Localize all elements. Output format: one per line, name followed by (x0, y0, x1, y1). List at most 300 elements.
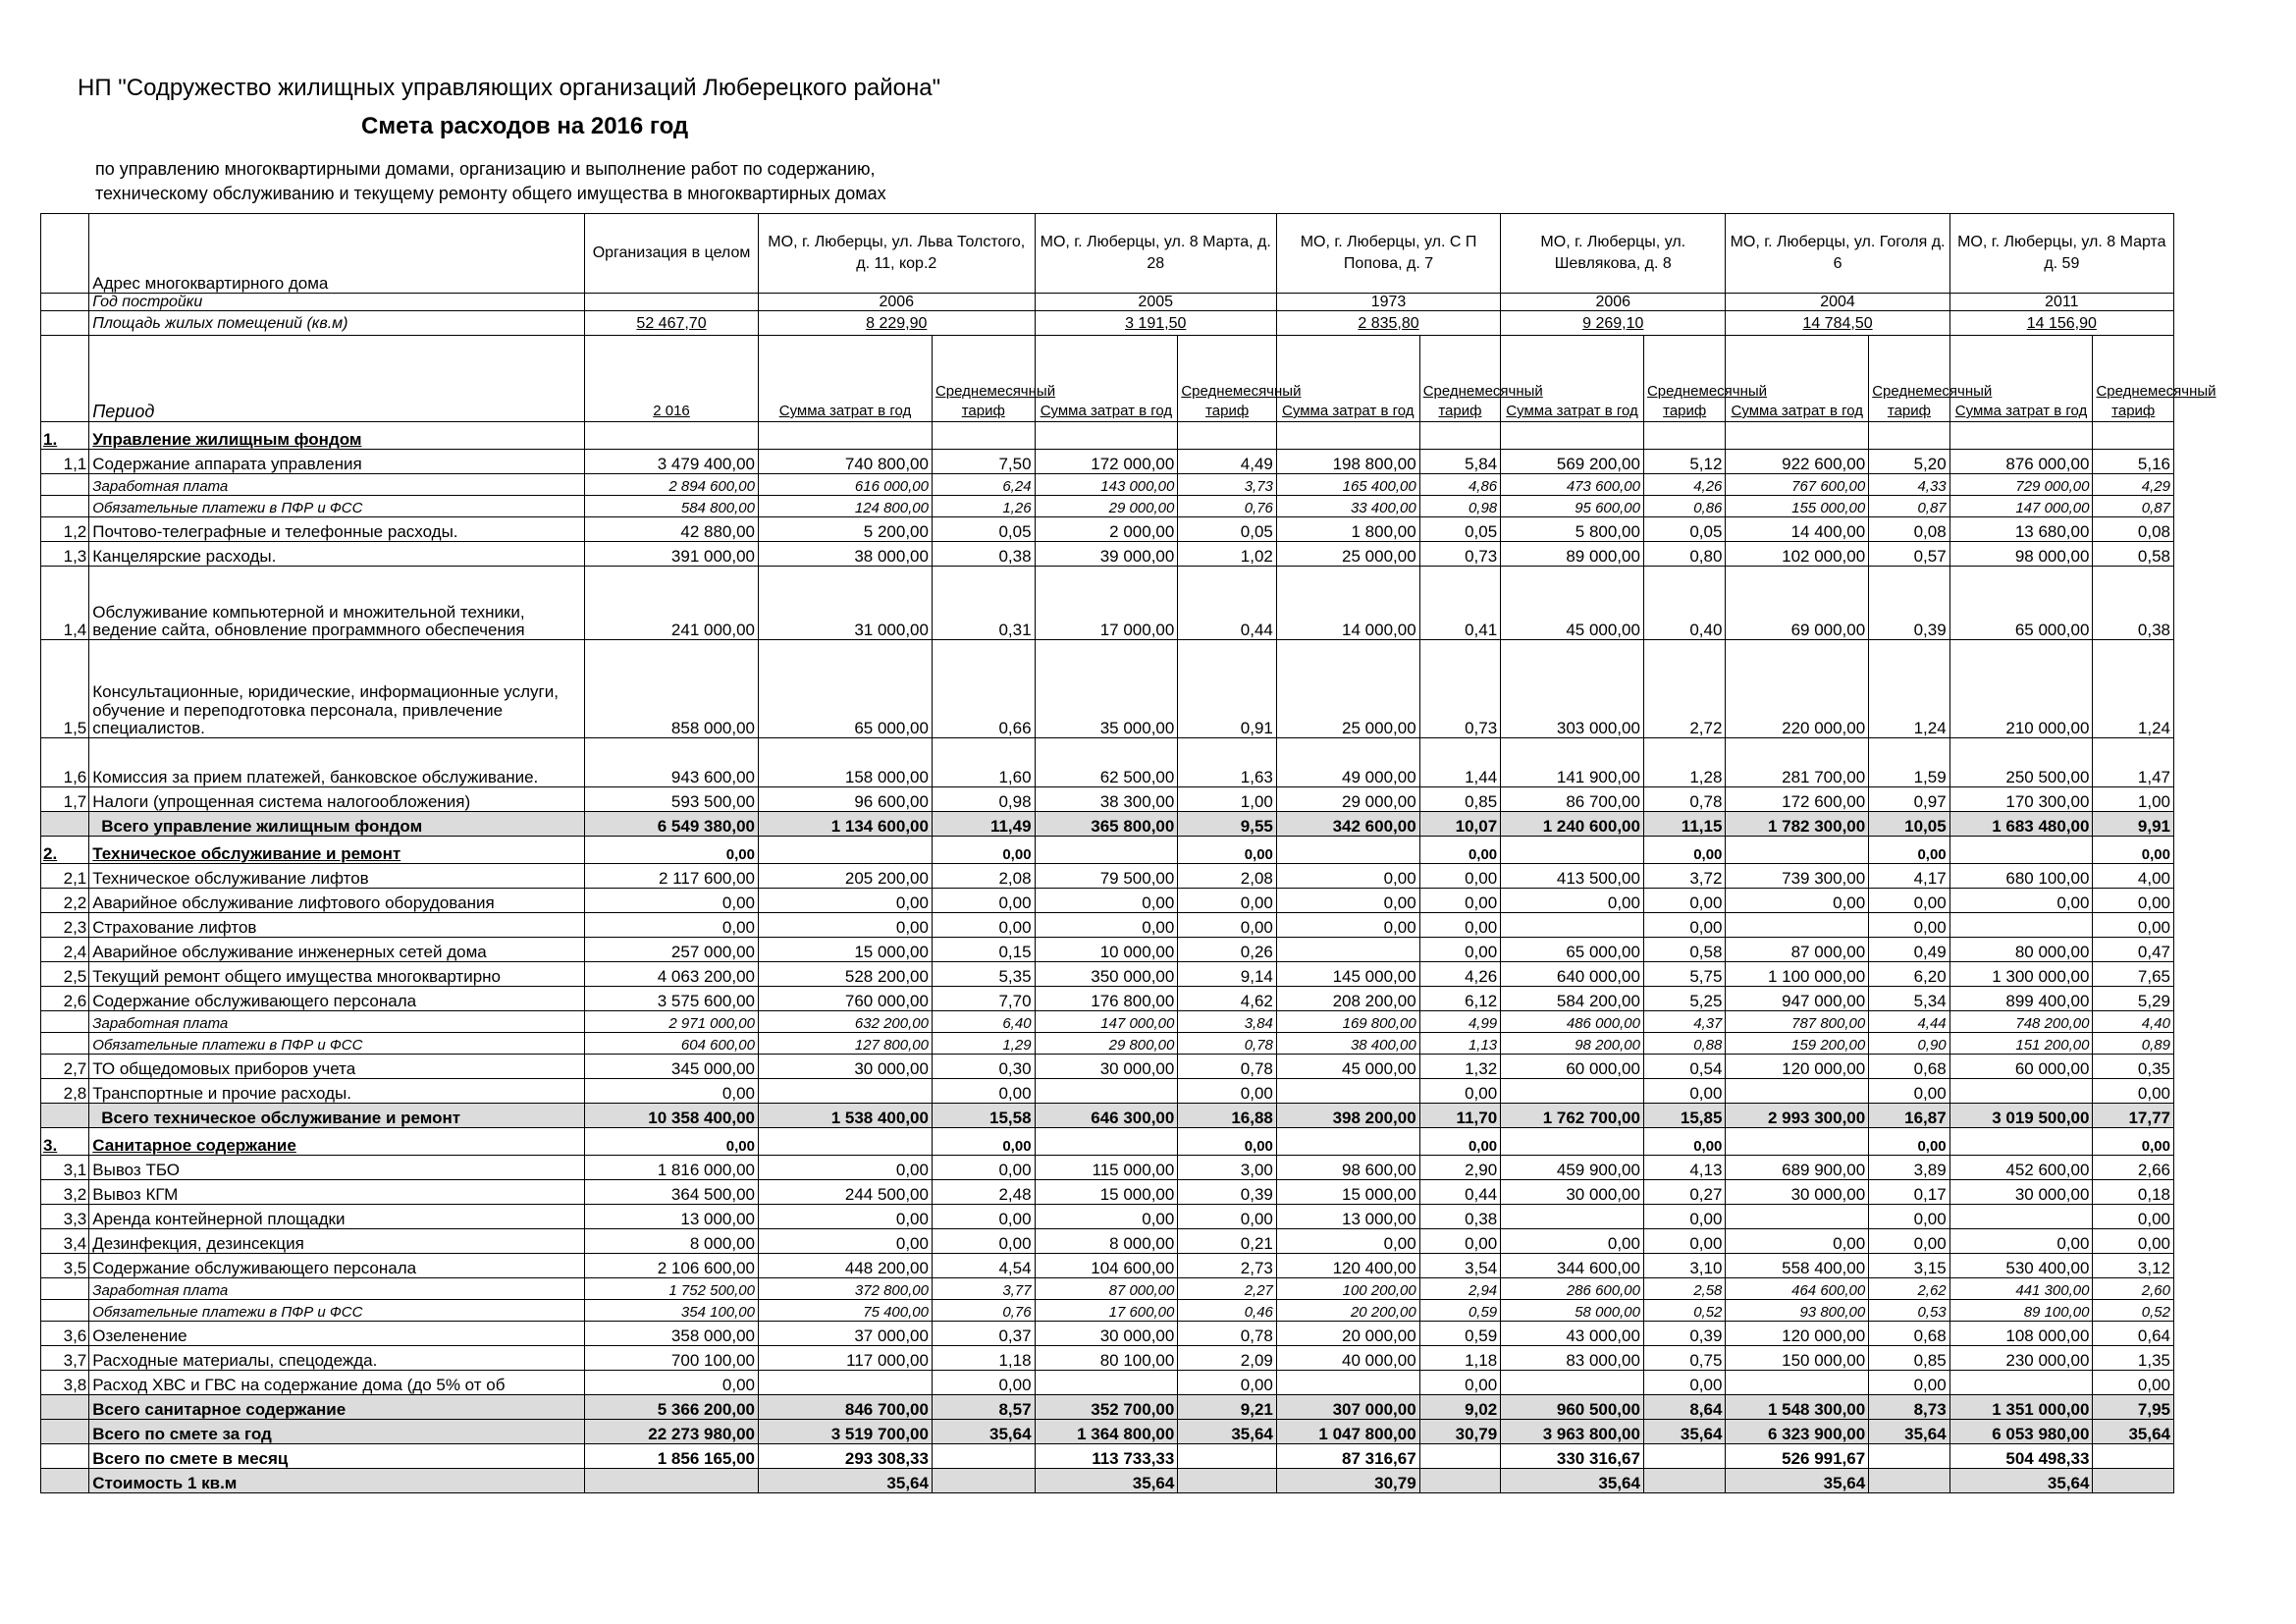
house-2-tariff-header: Среднемесячный тариф (1178, 336, 1277, 422)
row-label: Техническое обслуживание лифтов (89, 864, 585, 889)
monthly-tariff-value: 2,08 (1178, 864, 1277, 889)
document-subtitle-line-2: техническому обслуживанию и текущему ремонту общего имущества в многоквартирных домах (95, 184, 886, 203)
annual-sum-value: 1 240 600,00 (1501, 812, 1644, 837)
monthly-tariff-value: 4,99 (1419, 1011, 1500, 1033)
row-number: 1,7 (41, 787, 89, 812)
monthly-tariff-value: 2,58 (1643, 1278, 1725, 1300)
monthly-tariff-value: 0,64 (2093, 1322, 2174, 1346)
annual-sum-value: 40 000,00 (1276, 1346, 1419, 1371)
total-row (41, 1104, 2174, 1128)
annual-sum-value: 0,00 (1501, 889, 1644, 913)
monthly-tariff-value: 0,91 (1178, 640, 1277, 738)
monthly-tariff-value: 0,08 (2093, 517, 2174, 542)
annual-sum-value: 0,00 (1035, 913, 1178, 938)
annual-sum-value (1726, 837, 1869, 864)
annual-sum-value: 87 316,67 (1276, 1444, 1419, 1469)
monthly-tariff-value: 0,00 (2093, 889, 2174, 913)
monthly-tariff-value (1869, 1444, 1949, 1469)
annual-sum-value: 372 800,00 (759, 1278, 933, 1300)
annual-sum-value: 5 200,00 (759, 517, 933, 542)
monthly-tariff-value: 1,47 (2093, 738, 2174, 787)
annual-sum-value: 35,64 (1949, 1469, 2093, 1493)
org-total-value: 8 000,00 (585, 1229, 759, 1254)
row-label: Вывоз ТБО (89, 1156, 585, 1180)
org-total-value: 364 500,00 (585, 1180, 759, 1205)
annual-sum-value: 6 323 900,00 (1726, 1420, 1869, 1444)
annual-sum-value (1276, 1128, 1419, 1156)
monthly-tariff-value: 0,00 (1419, 1079, 1500, 1104)
row-label: Расход ХВС и ГВС на содержание дома (до 5% от об (89, 1371, 585, 1395)
monthly-tariff-value: 0,00 (2093, 913, 2174, 938)
annual-sum-value: 646 300,00 (1035, 1104, 1178, 1128)
annual-sum-value: 530 400,00 (1949, 1254, 2093, 1278)
annual-sum-value: 35,64 (1501, 1469, 1644, 1493)
monthly-tariff-value: 0,30 (932, 1055, 1035, 1079)
monthly-tariff-value: 0,73 (1419, 640, 1500, 738)
monthly-tariff-value: 7,95 (2093, 1395, 2174, 1420)
table-row (41, 1346, 2174, 1371)
row-number: 3,3 (41, 1205, 89, 1229)
annual-sum-value: 899 400,00 (1949, 987, 2093, 1011)
monthly-tariff-value: 0,00 (1643, 837, 1725, 864)
annual-sum-value: 5 800,00 (1501, 517, 1644, 542)
annual-sum-value: 8 000,00 (1035, 1229, 1178, 1254)
annual-sum-value (759, 1128, 933, 1156)
row-label: Всего управление жилищным фондом (89, 812, 585, 837)
annual-sum-value: 30 000,00 (1726, 1180, 1869, 1205)
annual-sum-value: 0,00 (1276, 864, 1419, 889)
area-row (41, 311, 2174, 336)
annual-sum-value (1276, 837, 1419, 864)
monthly-tariff-value: 1,35 (2093, 1346, 2174, 1371)
monthly-tariff-value: 3,54 (1419, 1254, 1500, 1278)
monthly-tariff-value: 0,05 (932, 517, 1035, 542)
monthly-tariff-value: 0,58 (1643, 938, 1725, 962)
table-row (41, 1033, 2174, 1055)
annual-sum-value: 38 400,00 (1276, 1033, 1419, 1055)
org-total-value: 0,00 (585, 889, 759, 913)
monthly-tariff-value: 0,00 (2093, 1079, 2174, 1104)
monthly-tariff-value: 4,26 (1643, 474, 1725, 496)
annual-sum-value: 14 000,00 (1276, 567, 1419, 640)
annual-sum-value (1949, 1079, 2093, 1104)
monthly-tariff-value: 4,13 (1643, 1156, 1725, 1180)
monthly-tariff-value: 35,64 (1178, 1420, 1277, 1444)
annual-sum-value: 20 000,00 (1276, 1322, 1419, 1346)
monthly-tariff-value: 0,66 (932, 640, 1035, 738)
house-6-area: 14 156,90 (1949, 311, 2173, 336)
monthly-tariff-value: 6,12 (1419, 987, 1500, 1011)
annual-sum-value: 584 200,00 (1501, 987, 1644, 1011)
annual-sum-value: 176 800,00 (1035, 987, 1178, 1011)
annual-sum-value: 1 300 000,00 (1949, 962, 2093, 987)
monthly-tariff-value: 0,39 (1178, 1180, 1277, 1205)
row-label: Налоги (упрощенная система налогообложения) (89, 787, 585, 812)
monthly-tariff-value: 8,57 (932, 1395, 1035, 1420)
annual-sum-value: 83 000,00 (1501, 1346, 1644, 1371)
org-total-value: 3 479 400,00 (585, 450, 759, 474)
monthly-tariff-value: 0,00 (932, 837, 1035, 864)
table-row (41, 1444, 2174, 1469)
org-total-value: 2 971 000,00 (585, 1011, 759, 1033)
monthly-tariff-value: 0,00 (2093, 1128, 2174, 1156)
annual-sum-value: 35,64 (759, 1469, 933, 1493)
annual-sum-value (1276, 1371, 1419, 1395)
annual-sum-value: 30,79 (1276, 1469, 1419, 1493)
monthly-tariff-value: 5,34 (1869, 987, 1949, 1011)
monthly-tariff-value: 0,00 (1643, 1128, 1725, 1156)
annual-sum-value: 729 000,00 (1949, 474, 2093, 496)
row-number-cell (41, 294, 89, 311)
annual-sum-value: 344 600,00 (1501, 1254, 1644, 1278)
row-number: 1,3 (41, 542, 89, 567)
row-number: 2,2 (41, 889, 89, 913)
monthly-tariff-value: 4,00 (2093, 864, 2174, 889)
row-number (41, 1033, 89, 1055)
monthly-tariff-value: 0,00 (1419, 913, 1500, 938)
row-label: Вывоз КГМ (89, 1180, 585, 1205)
row-label: Транспортные и прочие расходы. (89, 1079, 585, 1104)
row-number (41, 1444, 89, 1469)
annual-sum-value: 330 316,67 (1501, 1444, 1644, 1469)
monthly-tariff-value (932, 1469, 1035, 1493)
monthly-tariff-value: 0,00 (2093, 1371, 2174, 1395)
monthly-tariff-value: 7,70 (932, 987, 1035, 1011)
monthly-tariff-value: 5,25 (1643, 987, 1725, 1011)
monthly-tariff-value: 5,20 (1869, 450, 1949, 474)
annual-sum-value: 124 800,00 (759, 496, 933, 517)
monthly-tariff-value: 1,02 (1178, 542, 1277, 567)
monthly-tariff-value: 0,17 (1869, 1180, 1949, 1205)
annual-sum-value: 210 000,00 (1949, 640, 2093, 738)
monthly-tariff-value: 0,78 (1178, 1055, 1277, 1079)
monthly-tariff-value: 0,39 (1643, 1322, 1725, 1346)
annual-sum-value: 145 000,00 (1276, 962, 1419, 987)
annual-sum-value: 220 000,00 (1726, 640, 1869, 738)
annual-sum-value: 876 000,00 (1949, 450, 2093, 474)
row-label: Обязательные платежи в ПФР и ФСС (89, 1300, 585, 1322)
annual-sum-value: 120 400,00 (1276, 1254, 1419, 1278)
monthly-tariff-value: 0,00 (932, 1128, 1035, 1156)
org-total-value: 593 500,00 (585, 787, 759, 812)
monthly-tariff-value: 11,49 (932, 812, 1035, 837)
table-row (41, 1322, 2174, 1346)
row-label: Всего по смете в месяц (89, 1444, 585, 1469)
row-number: 3,7 (41, 1346, 89, 1371)
row-label (89, 1128, 585, 1156)
annual-sum-value: 115 000,00 (1035, 1156, 1178, 1180)
annual-sum-value: 6 053 980,00 (1949, 1420, 2093, 1444)
monthly-tariff-value: 0,80 (1643, 542, 1725, 567)
monthly-tariff-value: 3,84 (1178, 1011, 1277, 1033)
annual-sum-value: 29 000,00 (1276, 787, 1419, 812)
monthly-tariff-value: 0,68 (1869, 1055, 1949, 1079)
annual-sum-value: 1 538 400,00 (759, 1104, 933, 1128)
row-label: Всего по смете за год (89, 1420, 585, 1444)
annual-sum-value (1276, 938, 1419, 962)
annual-sum-value: 208 200,00 (1276, 987, 1419, 1011)
annual-sum-value: 30 000,00 (1501, 1180, 1644, 1205)
monthly-tariff-value: 0,00 (932, 1371, 1035, 1395)
annual-sum-value: 558 400,00 (1726, 1254, 1869, 1278)
org-total-value: 700 100,00 (585, 1346, 759, 1371)
monthly-tariff-value: 9,02 (1419, 1395, 1500, 1420)
row-number: 2,5 (41, 962, 89, 987)
year-label: Год постройки (89, 294, 585, 311)
monthly-tariff-value (1869, 1469, 1949, 1493)
annual-sum-value: 398 200,00 (1276, 1104, 1419, 1128)
monthly-tariff-value: 3,77 (932, 1278, 1035, 1300)
monthly-tariff-value: 0,00 (1178, 1205, 1277, 1229)
row-label: Содержание обслуживающего персонала (89, 1254, 585, 1278)
annual-sum-value (1726, 1371, 1869, 1395)
monthly-tariff-value: 0,38 (2093, 567, 2174, 640)
monthly-tariff-value: 0,00 (1643, 1371, 1725, 1395)
monthly-tariff-value: 35,64 (932, 1420, 1035, 1444)
monthly-tariff-value (1178, 1469, 1277, 1493)
monthly-tariff-value: 9,55 (1178, 812, 1277, 837)
house-6-year: 2011 (1949, 294, 2173, 311)
section-row (41, 837, 2174, 864)
annual-sum-value: 486 000,00 (1501, 1011, 1644, 1033)
annual-sum-value (1949, 837, 2093, 864)
budget-rows (41, 422, 2174, 1493)
row-number (41, 474, 89, 496)
house-2-address: МО, г. Люберцы, ул. 8 Марта, д. 28 (1035, 214, 1276, 294)
monthly-tariff-value: 0,00 (932, 889, 1035, 913)
table-row (41, 542, 2174, 567)
monthly-tariff-value: 0,78 (1178, 1322, 1277, 1346)
annual-sum-value: 365 800,00 (1035, 812, 1178, 837)
monthly-tariff-value: 4,33 (1869, 474, 1949, 496)
table-row (41, 1205, 2174, 1229)
annual-sum-value (759, 422, 933, 450)
annual-sum-value (759, 1371, 933, 1395)
monthly-tariff-value: 2,94 (1419, 1278, 1500, 1300)
org-total-value: 0,00 (585, 1128, 759, 1156)
annual-sum-value: 102 000,00 (1726, 542, 1869, 567)
org-total-value: 5 366 200,00 (585, 1395, 759, 1420)
monthly-tariff-value: 0,40 (1643, 567, 1725, 640)
row-label: Канцелярские расходы. (89, 542, 585, 567)
org-year-cell (585, 294, 759, 311)
monthly-tariff-value: 0,37 (932, 1322, 1035, 1346)
org-total-value: 0,00 (585, 837, 759, 864)
annual-sum-value: 0,00 (1035, 1205, 1178, 1229)
annual-sum-value (1501, 1205, 1644, 1229)
house-3-sum-header: Сумма затрат в год (1276, 336, 1419, 422)
section-title: Санитарное содержание (92, 1135, 296, 1155)
monthly-tariff-value (1643, 1444, 1725, 1469)
annual-sum-value: 10 000,00 (1035, 938, 1178, 962)
monthly-tariff-value: 0,26 (1178, 938, 1277, 962)
monthly-tariff-value: 0,76 (932, 1300, 1035, 1322)
table-row (41, 1300, 2174, 1322)
monthly-tariff-value: 2,09 (1178, 1346, 1277, 1371)
monthly-tariff-value (1419, 1469, 1500, 1493)
annual-sum-value: 960 500,00 (1501, 1395, 1644, 1420)
annual-sum-value: 616 000,00 (759, 474, 933, 496)
house-1-year: 2006 (759, 294, 1036, 311)
annual-sum-value: 464 600,00 (1726, 1278, 1869, 1300)
monthly-tariff-value: 4,40 (2093, 1011, 2174, 1033)
annual-sum-value: 2 993 300,00 (1726, 1104, 1869, 1128)
monthly-tariff-value: 0,78 (1643, 787, 1725, 812)
annual-sum-value (1035, 837, 1178, 864)
annual-sum-value: 39 000,00 (1035, 542, 1178, 567)
annual-sum-value: 632 200,00 (759, 1011, 933, 1033)
annual-sum-value: 1 782 300,00 (1726, 812, 1869, 837)
monthly-tariff-value: 0,00 (1643, 1079, 1725, 1104)
monthly-tariff-value: 1,63 (1178, 738, 1277, 787)
monthly-tariff-value: 0,00 (1419, 864, 1500, 889)
row-label: Текущий ремонт общего имущества многоквартирно (89, 962, 585, 987)
annual-sum-value: 35,64 (1726, 1469, 1869, 1493)
monthly-tariff-value: 5,16 (2093, 450, 2174, 474)
annual-sum-value: 143 000,00 (1035, 474, 1178, 496)
monthly-tariff-value: 0,75 (1643, 1346, 1725, 1371)
annual-sum-value (1501, 1079, 1644, 1104)
annual-sum-value: 0,00 (1276, 913, 1419, 938)
monthly-tariff-value: 11,15 (1643, 812, 1725, 837)
annual-sum-value (1949, 913, 2093, 938)
house-2-sum-header: Сумма затрат в год (1035, 336, 1178, 422)
annual-sum-value: 30 000,00 (1035, 1322, 1178, 1346)
table-row (41, 938, 2174, 962)
monthly-tariff-value: 0,88 (1643, 1033, 1725, 1055)
row-number: 2,6 (41, 987, 89, 1011)
annual-sum-value: 79 500,00 (1035, 864, 1178, 889)
annual-sum-value: 947 000,00 (1726, 987, 1869, 1011)
annual-sum-value (1949, 1371, 2093, 1395)
row-label: Обязательные платежи в ПФР и ФСС (89, 496, 585, 517)
monthly-tariff-value: 0,00 (1643, 889, 1725, 913)
monthly-tariff-value: 0,38 (1419, 1205, 1500, 1229)
monthly-tariff-value: 0,00 (1419, 837, 1500, 864)
org-total-value: 6 549 380,00 (585, 812, 759, 837)
annual-sum-value: 155 000,00 (1726, 496, 1869, 517)
monthly-tariff-value: 0,00 (932, 1079, 1035, 1104)
section-title: Техническое обслуживание и ремонт (92, 843, 401, 863)
house-5-tariff-header: Среднемесячный тариф (1869, 336, 1949, 422)
monthly-tariff-value: 0,00 (932, 1205, 1035, 1229)
monthly-tariff-value: 0,00 (2093, 1229, 2174, 1254)
monthly-tariff-value: 0,00 (1643, 1205, 1725, 1229)
monthly-tariff-value: 0,98 (932, 787, 1035, 812)
annual-sum-value: 62 500,00 (1035, 738, 1178, 787)
monthly-tariff-value (1643, 1469, 1725, 1493)
org-total-value: 1 856 165,00 (585, 1444, 759, 1469)
monthly-tariff-value: 3,89 (1869, 1156, 1949, 1180)
table-row (41, 450, 2174, 474)
annual-sum-value (1035, 422, 1178, 450)
house-1-tariff-header: Среднемесячный тариф (932, 336, 1035, 422)
house-6-tariff-header: Среднемесячный тариф (2093, 336, 2174, 422)
monthly-tariff-value: 35,64 (1643, 1420, 1725, 1444)
annual-sum-value (1501, 1128, 1644, 1156)
monthly-tariff-value: 1,60 (932, 738, 1035, 787)
row-label: Аварийное обслуживание инженерных сетей дома (89, 938, 585, 962)
annual-sum-value: 147 000,00 (1949, 496, 2093, 517)
annual-sum-value: 60 000,00 (1501, 1055, 1644, 1079)
org-total-value: 584 800,00 (585, 496, 759, 517)
row-label: Обязательные платежи в ПФР и ФСС (89, 1033, 585, 1055)
year-row (41, 294, 2174, 311)
table-row (41, 962, 2174, 987)
annual-sum-value: 1 047 800,00 (1276, 1420, 1419, 1444)
house-6-sum-header: Сумма затрат в год (1949, 336, 2093, 422)
annual-sum-value: 0,00 (759, 1229, 933, 1254)
annual-sum-value: 13 000,00 (1276, 1205, 1419, 1229)
monthly-tariff-value: 6,20 (1869, 962, 1949, 987)
total-row (41, 812, 2174, 837)
annual-sum-value: 35,64 (1035, 1469, 1178, 1493)
monthly-tariff-value: 1,32 (1419, 1055, 1500, 1079)
annual-sum-value: 1 683 480,00 (1949, 812, 2093, 837)
monthly-tariff-value: 0,68 (1869, 1322, 1949, 1346)
row-number (41, 1469, 89, 1493)
annual-sum-value: 172 000,00 (1035, 450, 1178, 474)
row-number: 1,2 (41, 517, 89, 542)
annual-sum-value: 75 400,00 (759, 1300, 933, 1322)
monthly-tariff-value: 0,44 (1178, 567, 1277, 640)
annual-sum-value (1501, 422, 1644, 450)
annual-sum-value: 2 000,00 (1035, 517, 1178, 542)
annual-sum-value: 293 308,33 (759, 1444, 933, 1469)
org-total-value: 391 000,00 (585, 542, 759, 567)
monthly-tariff-value: 0,85 (1419, 787, 1500, 812)
monthly-tariff-value: 0,98 (1419, 496, 1500, 517)
monthly-tariff-value: 7,50 (932, 450, 1035, 474)
monthly-tariff-value: 0,59 (1419, 1300, 1500, 1322)
monthly-tariff-value: 0,00 (2093, 837, 2174, 864)
annual-sum-value: 569 200,00 (1501, 450, 1644, 474)
monthly-tariff-value: 0,49 (1869, 938, 1949, 962)
organization-name: НП "Содружество жилищных управляющих организаций Люберецкого района" (78, 75, 941, 101)
row-number: 1,5 (41, 640, 89, 738)
annual-sum-value: 96 600,00 (759, 787, 933, 812)
monthly-tariff-value: 1,00 (1178, 787, 1277, 812)
annual-sum-value: 307 000,00 (1276, 1395, 1419, 1420)
annual-sum-value: 29 800,00 (1035, 1033, 1178, 1055)
monthly-tariff-value (1643, 422, 1725, 450)
row-label: Почтово-телеграфные и телефонные расходы. (89, 517, 585, 542)
annual-sum-value: 20 200,00 (1276, 1300, 1419, 1322)
annual-sum-value (1949, 422, 2093, 450)
house-3-year: 1973 (1276, 294, 1500, 311)
annual-sum-value: 0,00 (759, 913, 933, 938)
org-total-value: 22 273 980,00 (585, 1420, 759, 1444)
row-number (41, 812, 89, 837)
annual-sum-value: 922 600,00 (1726, 450, 1869, 474)
annual-sum-value: 108 000,00 (1949, 1322, 2093, 1346)
section-row (41, 1128, 2174, 1156)
annual-sum-value: 30 000,00 (1949, 1180, 2093, 1205)
house-1-sum-header: Сумма затрат в год (759, 336, 933, 422)
table-row (41, 913, 2174, 938)
org-total-value (585, 1469, 759, 1493)
monthly-tariff-value: 1,18 (1419, 1346, 1500, 1371)
monthly-tariff-value: 0,00 (1419, 1229, 1500, 1254)
monthly-tariff-value: 0,00 (1178, 913, 1277, 938)
house-5-sum-header: Сумма затрат в год (1726, 336, 1869, 422)
monthly-tariff-value: 0,00 (1869, 1128, 1949, 1156)
annual-sum-value: 30 000,00 (1035, 1055, 1178, 1079)
table-row (41, 1254, 2174, 1278)
house-4-address: МО, г. Люберцы, ул. Шевлякова, д. 8 (1501, 214, 1726, 294)
row-number: 3,1 (41, 1156, 89, 1180)
monthly-tariff-value: 0,46 (1178, 1300, 1277, 1322)
